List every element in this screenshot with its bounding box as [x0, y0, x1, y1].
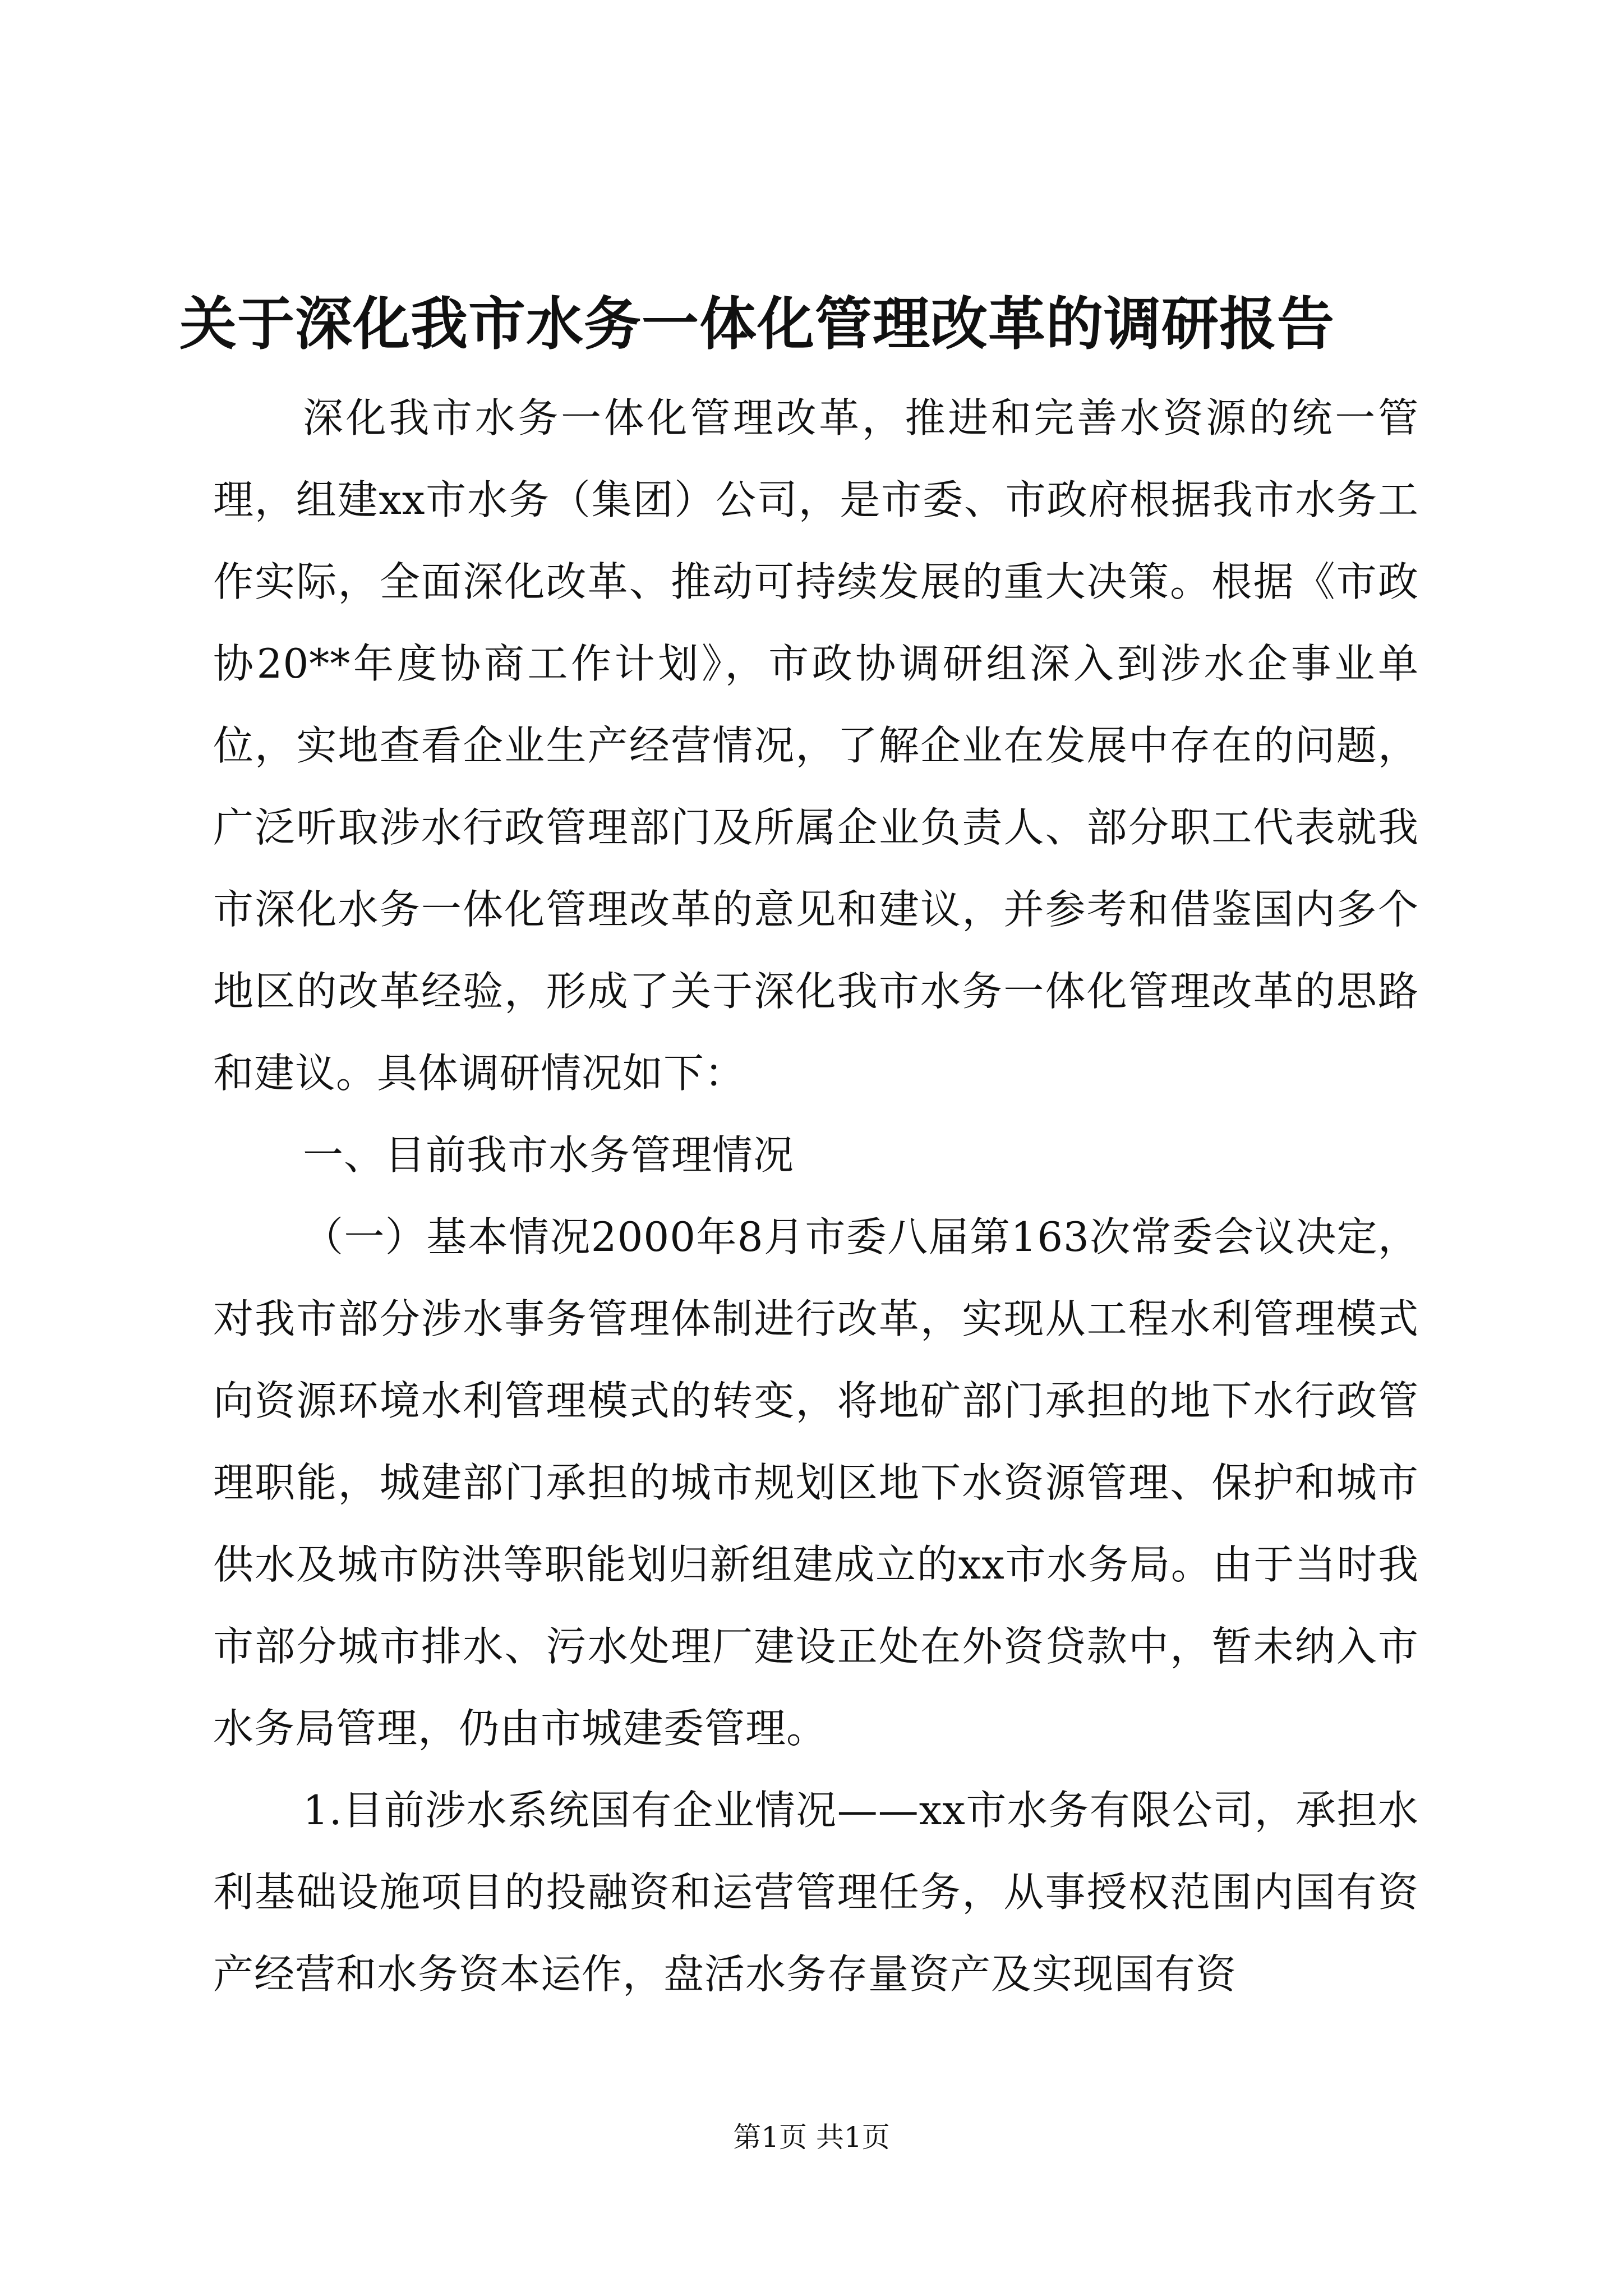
section-heading: 一、目前我市水务管理情况 [303, 1131, 795, 1179]
intro-paragraph: 深化我市水务一体化管理改革，推进和完善水资源的统一管理，组建xx市水务（集团）公司，是市委、市政府根据我市水务工作实际，全面深化改革、推动可持续发展的重大决策。根据《市政协20**年度协商工作计划》，市政协调研组深入到涉水企事业单位，实地查看企业生产经营情况，了解企业在发展中存在的问题，广泛听取涉水行政管理部门及所属企业负责人、部分职工代表就我市深化水务一体化管理改革的意见和建议，并参考和借鉴国内多个地区的改革经验，形成了关于深化我市水务一体化管理改革的思路和建议。具体调研情况如下： [213, 394, 1419, 1097]
document-body [213, 377, 1419, 2015]
page-number-footer: 第1页 共1页 [733, 2121, 890, 2154]
enterprise-paragraph: 1.目前涉水系统国有企业情况——xx市水务有限公司，承担水利基础设施项目的投融资和运营管理任务，从事授权范围内国有资产经营和水务资本运作，盘活水务存量资产及实现国有资 [213, 1787, 1419, 1998]
page-title: 关于深化我市水务一体化管理改革的调研报告 [179, 291, 1335, 358]
basic-situation-paragraph: （一）基本情况2000年8月市委八届第163次常委会议决定，对我市部分涉水事务管理体制进行改革，实现从工程水利管理模式向资源环境水利管理模式的转变，将地矿部门承担的地下水行政管理职能，城建部门承担的城市规划区地下水资源管理、保护和城市供水及城市防洪等职能划归新组建成立的xx市水务局。由于当时我市部分城市排水、污水处理厂建设正处在外资贷款中，暂未纳入市水务局管理，仍由市城建委管理。 [213, 1213, 1419, 1752]
